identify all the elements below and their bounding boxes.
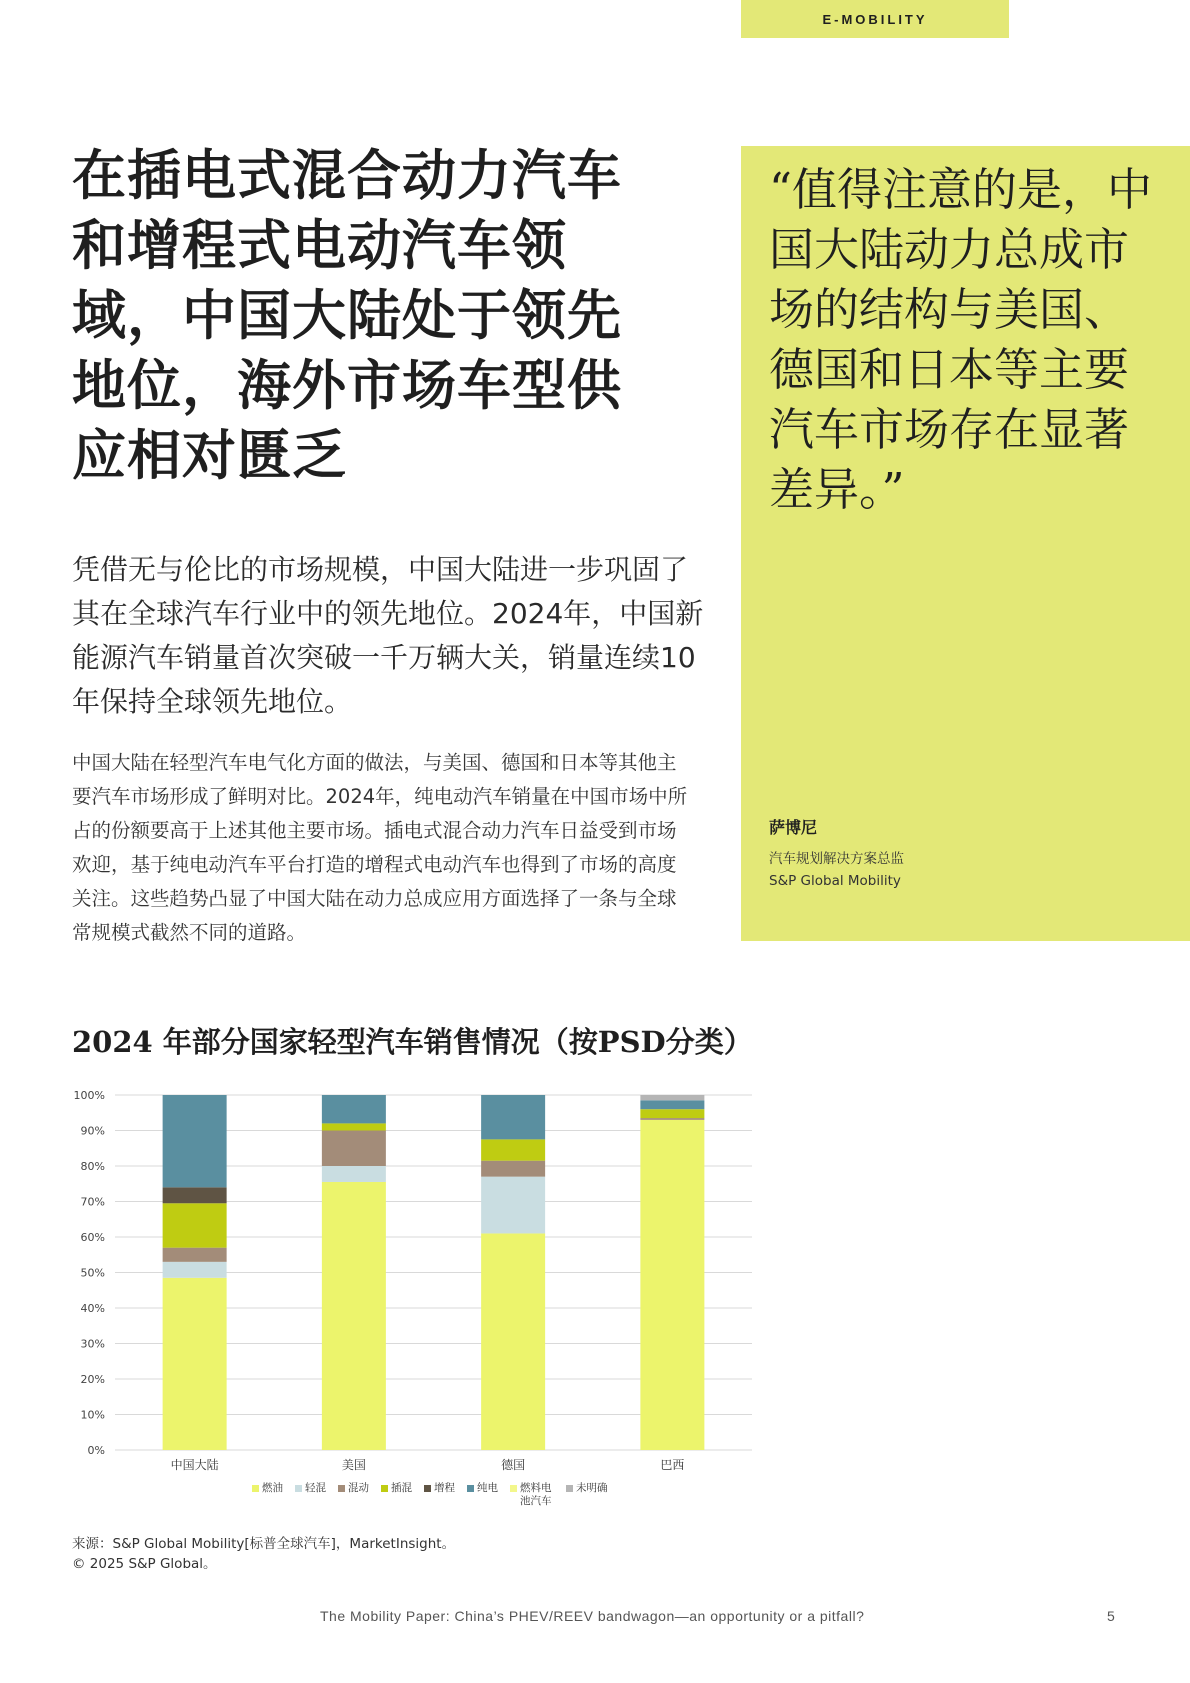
legend-swatch xyxy=(252,1485,259,1492)
legend-item xyxy=(467,1482,498,1508)
y-tick-label: 10% xyxy=(80,1408,105,1422)
bar-segment-unknown xyxy=(640,1095,704,1100)
bar-segment-ice xyxy=(322,1182,386,1450)
bar-segment-ice xyxy=(481,1233,545,1450)
legend-label: 燃油 xyxy=(262,1482,283,1494)
y-tick-label: 40% xyxy=(80,1302,105,1315)
quote-author-name: 萨博尼 xyxy=(769,818,818,837)
bar-segment-ice xyxy=(163,1278,227,1450)
legend-item xyxy=(338,1482,369,1508)
bar-segment-ice xyxy=(640,1120,704,1450)
section-tag: E-MOBILITY xyxy=(741,0,1009,38)
bar-segment-phev xyxy=(640,1109,704,1118)
page-number: 5 xyxy=(1107,1608,1115,1624)
copyright-line: © 2025 S&P Global。 xyxy=(72,1556,217,1572)
bar-segment-mhev xyxy=(481,1177,545,1234)
source-line: 来源：S&P Global Mobility[标普全球汽车]，MarketInsight。 xyxy=(72,1536,456,1552)
legend-label: 纯电 xyxy=(477,1482,498,1494)
quote-author-org: S&P Global Mobility xyxy=(769,873,901,889)
y-tick-label: 20% xyxy=(80,1373,105,1386)
bar-segment-phev xyxy=(163,1203,227,1247)
legend-swatch xyxy=(295,1485,302,1492)
quote-author-title: 汽车规划解决方案总监 xyxy=(769,851,904,867)
x-tick-label: 中国大陆 xyxy=(170,1458,219,1472)
chart-legend xyxy=(252,1482,608,1508)
legend-label: 未明确 xyxy=(576,1482,608,1494)
legend-swatch xyxy=(424,1485,431,1492)
y-tick-label: 100% xyxy=(73,1089,105,1102)
legend-swatch xyxy=(510,1485,517,1492)
bar-segment-mhev xyxy=(322,1166,386,1182)
chart-title: 2024 年部分国家轻型汽车销售情况（按PSD分类） xyxy=(72,1025,753,1059)
legend-label: 增程 xyxy=(434,1482,455,1494)
bar-segment-hev xyxy=(163,1248,227,1262)
bar-segment-mhev xyxy=(163,1262,227,1278)
source-note xyxy=(72,1534,455,1574)
bar-segment-phev xyxy=(322,1123,386,1130)
legend-swatch xyxy=(338,1485,345,1492)
legend-item xyxy=(510,1482,554,1508)
bar-segment-bev xyxy=(322,1095,386,1123)
y-tick-label: 60% xyxy=(80,1231,105,1244)
legend-label: 插混 xyxy=(391,1482,412,1494)
y-tick-label: 0% xyxy=(87,1444,105,1457)
bar-segment-hev xyxy=(640,1118,704,1120)
x-tick-label: 巴西 xyxy=(660,1458,685,1472)
headline: 在插电式混合动力汽车和增程式电动汽车领域，中国大陆处于领先地位，海外市场车型供应相对匮乏 xyxy=(72,143,622,487)
lead-paragraph: 凭借无与伦比的市场规模，中国大陆进一步巩固了其在全球汽车行业中的领先地位。2024年，中国新能源汽车销量首次突破一千万辆大关，销量连续10年保持全球领先地位。 xyxy=(72,553,704,718)
footer-title: The Mobility Paper: China’s PHEV/REEV bandwagon—an opportunity or a pitfall? xyxy=(320,1608,865,1624)
legend-swatch xyxy=(467,1485,474,1492)
legend-item xyxy=(252,1482,283,1508)
x-tick-label: 美国 xyxy=(341,1458,366,1472)
legend-swatch xyxy=(566,1485,573,1492)
bar-segment-bev xyxy=(640,1100,704,1109)
legend-label: 燃料电池汽车 xyxy=(520,1482,552,1507)
y-tick-label: 90% xyxy=(80,1124,105,1138)
bar-segment-bev xyxy=(163,1095,227,1187)
y-tick-label: 30% xyxy=(80,1337,105,1351)
bar-segment-hev xyxy=(322,1131,386,1167)
legend-item xyxy=(295,1482,326,1508)
pull-quote-text: “值得注意的是，中国大陆动力总成市场的结构与美国、德国和日本等主要汽车市场存在显著差异。” xyxy=(769,163,1153,516)
bar-segment-phev xyxy=(481,1139,545,1160)
bar-segment-hev xyxy=(481,1161,545,1177)
legend-label: 混动 xyxy=(348,1482,369,1494)
bar-segment-reev xyxy=(163,1187,227,1203)
y-tick-label: 80% xyxy=(80,1160,105,1173)
y-tick-label: 50% xyxy=(80,1266,105,1280)
legend-label: 轻混 xyxy=(305,1482,326,1494)
bar-segment-bev xyxy=(481,1095,545,1139)
x-tick-label: 德国 xyxy=(501,1458,526,1472)
legend-item xyxy=(566,1482,608,1508)
legend-item xyxy=(381,1482,412,1508)
legend-item xyxy=(424,1482,455,1508)
legend-swatch xyxy=(381,1485,388,1492)
y-tick-label: 70% xyxy=(80,1195,105,1209)
quote-author-role xyxy=(769,848,904,892)
pull-quote-panel xyxy=(741,146,1190,941)
stacked-bar-chart xyxy=(60,1078,820,1478)
body-paragraph: 中国大陆在轻型汽车电气化方面的做法，与美国、德国和日本等其他主要汽车市场形成了鲜明对比。2024年，纯电动汽车销量在中国市场中所占的份额要高于上述其他主要市场。插电式混合动力汽车日益受到市场欢迎，基于纯电动汽车平台打造的增程式电动汽车也得到了市场的高度关注。这些趋势凸显了中国大陆在动力总成应用方面选择了一条与全球常规模式截然不同的道路。 xyxy=(72,751,688,944)
